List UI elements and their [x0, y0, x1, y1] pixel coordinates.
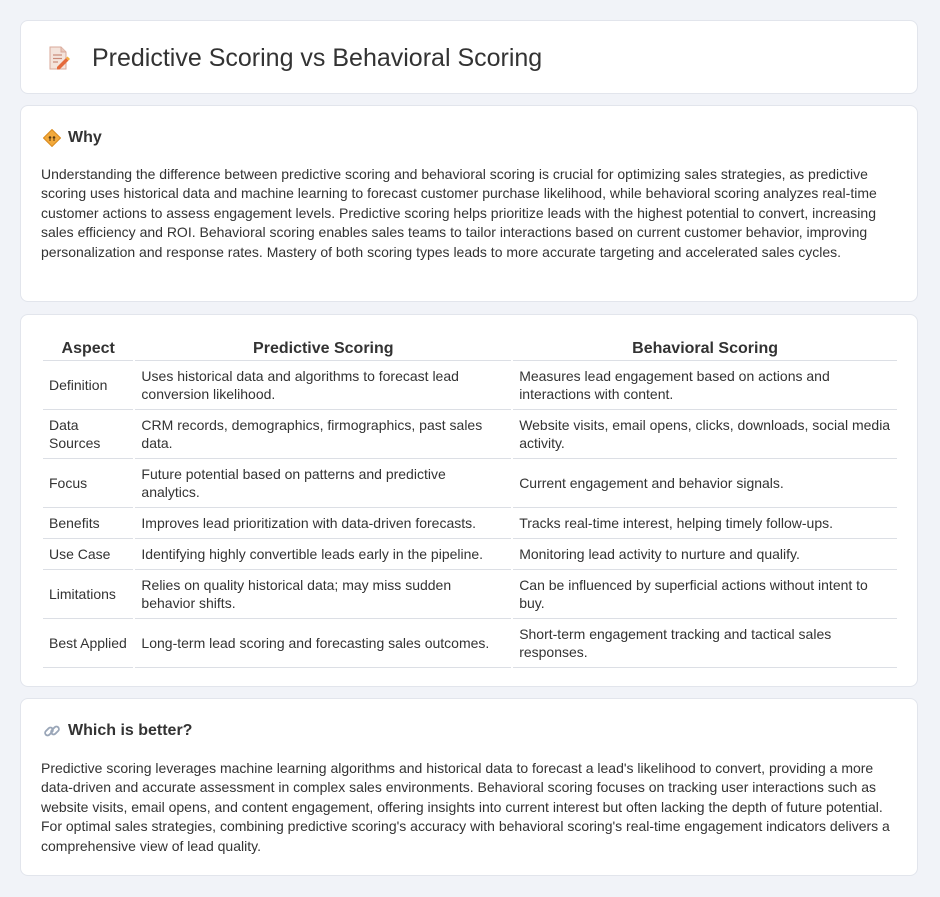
aspect-cell: Focus: [43, 459, 133, 508]
column-header-behavioral: Behavioral Scoring: [513, 335, 897, 361]
predictive-cell: Identifying highly convertible leads early in the pipeline.: [135, 539, 511, 570]
table-row: [43, 619, 897, 668]
aspect-cell: Definition: [43, 361, 133, 410]
aspect-cell: Data Sources: [43, 410, 133, 459]
document-pencil-icon: [45, 45, 71, 71]
comparison-table: [41, 335, 899, 668]
table-header-row: [43, 335, 897, 361]
why-heading: Why: [68, 129, 102, 146]
which-text: Predictive scoring leverages machine learning algorithms and historical data to forecast a lead's likelihood to convert, providing a more data-driven and accurate assessment in complex sales environments. Behavioral scoring focuses on tracking user interactions such as website visits, email opens, and content engagement, offering insights into current interest but often lacking the depth of future potential. For optimal sales strategies, combining predictive scoring's accuracy with behavioral scoring's real-time engagement indicators delivers a comprehensive view of lead quality.: [41, 760, 890, 854]
predictive-cell: Uses historical data and algorithms to forecast lead conversion likelihood.: [135, 361, 511, 410]
table-row: [43, 459, 897, 508]
which-heading: Which is better?: [68, 722, 193, 739]
predictive-cell: Long-term lead scoring and forecasting sales outcomes.: [135, 619, 511, 668]
page-title: Predictive Scoring vs Behavioral Scoring: [92, 44, 543, 72]
predictive-cell: Relies on quality historical data; may miss sudden behavior shifts.: [135, 570, 511, 619]
column-header-aspect: Aspect: [43, 335, 133, 361]
why-heading-row: [43, 128, 102, 148]
behavioral-cell: Can be influenced by superficial actions without intent to buy.: [513, 570, 897, 619]
behavioral-cell: Measures lead engagement based on actions and interactions with content.: [513, 361, 897, 410]
behavioral-cell: Website visits, email opens, clicks, downloads, social media activity.: [513, 410, 897, 459]
why-section: [20, 105, 918, 302]
which-heading-row: [43, 721, 192, 741]
table-row: [43, 570, 897, 619]
table-row: [43, 361, 897, 410]
behavioral-cell: Short-term engagement tracking and tactical sales responses.: [513, 619, 897, 668]
which-section: [20, 698, 918, 876]
table-row: [43, 410, 897, 459]
behavioral-cell: Tracks real-time interest, helping timely follow-ups.: [513, 508, 897, 539]
table-row: [43, 508, 897, 539]
behavioral-cell: Monitoring lead activity to nurture and qualify.: [513, 539, 897, 570]
predictive-cell: Improves lead prioritization with data-driven forecasts.: [135, 508, 511, 539]
title-card: [20, 20, 918, 94]
aspect-cell: Limitations: [43, 570, 133, 619]
column-header-predictive: Predictive Scoring: [135, 335, 511, 361]
aspect-cell: Benefits: [43, 508, 133, 539]
comparison-table-card: [20, 314, 918, 687]
why-text: Understanding the difference between predictive scoring and behavioral scoring is crucial for optimizing sales strategies, as predictive scoring uses historical data and machine learning to forecast customer purchase likelihood, while behavioral scoring analyzes real-time customer actions to assess engagement levels. Predictive scoring helps prioritize leads with the highest potential to convert, increasing sales efficiency and ROI. Behavioral scoring enables sales teams to tailor interactions based on current customer behavior, improving personalization and response rates. Mastery of both scoring types leads to more accurate targeting and accelerated sales cycles.: [41, 166, 877, 260]
behavioral-cell: Current engagement and behavior signals.: [513, 459, 897, 508]
diamond-sign-icon: [43, 129, 61, 147]
predictive-cell: CRM records, demographics, firmographics, past sales data.: [135, 410, 511, 459]
aspect-cell: Best Applied: [43, 619, 133, 668]
predictive-cell: Future potential based on patterns and predictive analytics.: [135, 459, 511, 508]
link-icon: [43, 722, 61, 740]
aspect-cell: Use Case: [43, 539, 133, 570]
table-row: [43, 539, 897, 570]
